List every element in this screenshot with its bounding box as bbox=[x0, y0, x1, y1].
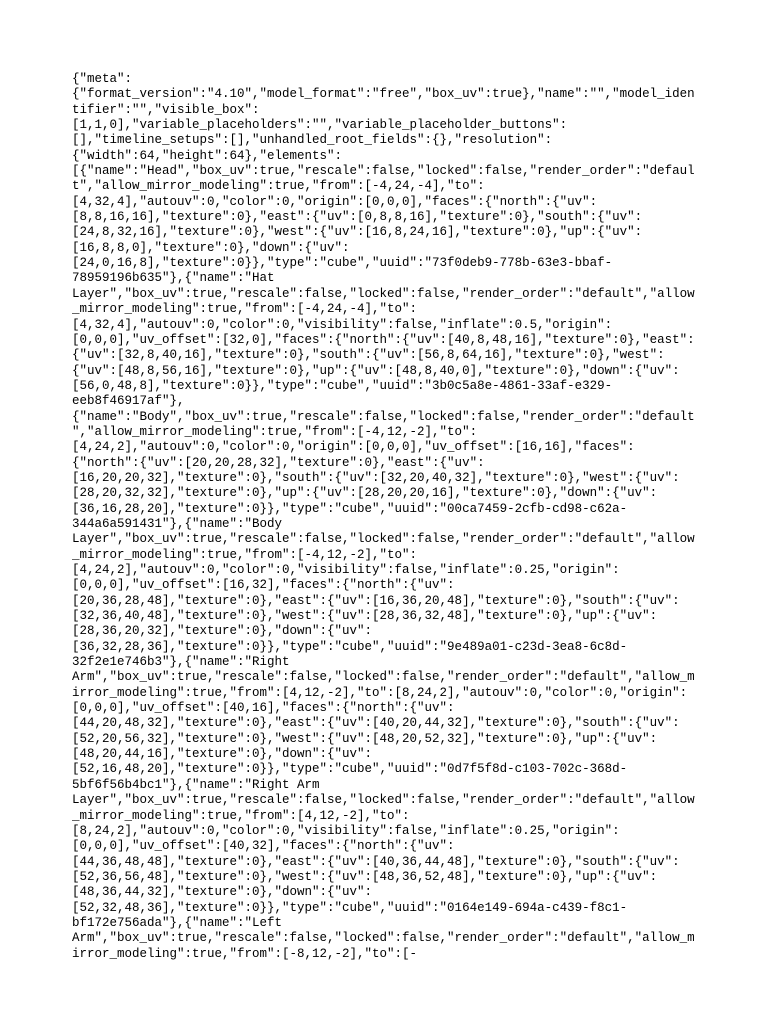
text-line: _mirror_modeling":true,"from":[4,12,-2],"to": bbox=[72, 808, 410, 823]
text-line: [52,32,48,36],"texture":0}},"type":"cube","uuid":"0164e149-694a-c439-f8c1- bbox=[72, 900, 628, 915]
text-line: irror_modeling":true,"from":[4,12,-2],"to":[8,24,2],"autouv":0,"color":0,"origin": bbox=[72, 685, 688, 700]
text-line: [0,0,0],"uv_offset":[40,32],"faces":{"north":{"uv": bbox=[72, 839, 455, 854]
text-line: {"north":{"uv":[20,20,28,32],"texture":0},"east":{"uv": bbox=[72, 455, 485, 470]
text-line: [8,8,16,16],"texture":0},"east":{"uv":[0,8,8,16],"texture":0},"south":{"uv": bbox=[72, 210, 643, 225]
text-line: [44,36,48,48],"texture":0},"east":{"uv":[40,36,44,48],"texture":0},"south":{"uv": bbox=[72, 854, 680, 869]
text-line: [36,16,28,20],"texture":0}},"type":"cube","uuid":"00ca7459-2cfb-cd98-c62a- bbox=[72, 501, 628, 516]
text-line: tifier":"","visible_box": bbox=[72, 102, 260, 117]
text-line: {"width":64,"height":64},"elements": bbox=[72, 148, 343, 163]
text-line: [8,24,2],"autouv":0,"color":0,"visibility":false,"inflate":0.25,"origin": bbox=[72, 823, 620, 838]
text-line: [4,24,2],"autouv":0,"color":0,"origin":[0,0,0],"uv_offset":[16,16],"faces": bbox=[72, 440, 635, 455]
text-line: [28,36,20,32],"texture":0},"down":{"uv": bbox=[72, 624, 373, 639]
text-line: [52,20,56,32],"texture":0},"west":{"uv":[48,20,52,32],"texture":0},"up":{"uv": bbox=[72, 731, 658, 746]
text-line: [24,8,32,16],"texture":0},"west":{"uv":[16,8,24,16],"texture":0},"up":{"uv": bbox=[72, 225, 643, 240]
text-line: {"uv":[32,8,40,16],"texture":0},"south":{"uv":[56,8,64,16],"texture":0},"west": bbox=[72, 348, 665, 363]
text-line: [36,32,28,36],"texture":0}},"type":"cube","uuid":"9e489a01-c23d-3ea8-6c8d- bbox=[72, 639, 628, 654]
text-line: [20,36,28,48],"texture":0},"east":{"uv":[16,36,20,48],"texture":0},"south":{"uv": bbox=[72, 593, 680, 608]
text-line: {"name":"Body","box_uv":true,"rescale":false,"locked":false,"render_order":"default bbox=[72, 409, 695, 424]
text-line: [0,0,0],"uv_offset":[40,16],"faces":{"north":{"uv": bbox=[72, 701, 455, 716]
text-line: Layer","box_uv":true,"rescale":false,"locked":false,"render_order":"default","allow bbox=[72, 532, 695, 547]
text-line: {"uv":[48,8,56,16],"texture":0},"up":{"uv":[48,8,40,0],"texture":0},"down":{"uv": bbox=[72, 363, 680, 378]
text-line: [48,20,44,16],"texture":0},"down":{"uv": bbox=[72, 747, 373, 762]
text-line: 32f2e1e746b3"},{"name":"Right bbox=[72, 655, 290, 670]
text-line: [0,0,0],"uv_offset":[32,0],"faces":{"north":{"uv":[40,8,48,16],"texture":0},"east": bbox=[72, 332, 695, 347]
text-line: 5bf6f56b4bc1"},{"name":"Right Arm bbox=[72, 777, 320, 792]
text-line: {"format_version":"4.10","model_format":"free","box_uv":true},"name":"","model_iden bbox=[72, 87, 695, 102]
text-line: [{"name":"Head","box_uv":true,"rescale":false,"locked":false,"render_order":"defaul bbox=[72, 164, 695, 179]
text-line: eeb8f46917af"}, bbox=[72, 394, 185, 409]
text-line: [52,16,48,20],"texture":0}},"type":"cube","uuid":"0d7f5f8d-c103-702c-368d- bbox=[72, 762, 628, 777]
text-line: Arm","box_uv":true,"rescale":false,"locked":false,"render_order":"default","allow_m bbox=[72, 931, 695, 946]
text-line: {"meta": bbox=[72, 72, 133, 86]
text-line: [52,36,56,48],"texture":0},"west":{"uv":[48,36,52,48],"texture":0},"up":{"uv": bbox=[72, 869, 658, 884]
text-line: _mirror_modeling":true,"from":[-4,12,-2],"to": bbox=[72, 547, 418, 562]
text-line: [32,36,40,48],"texture":0},"west":{"uv":[28,36,32,48],"texture":0},"up":{"uv": bbox=[72, 609, 658, 624]
text-line: [],"timeline_setups":[],"unhandled_root_fields":{},"resolution": bbox=[72, 133, 553, 148]
raw-json-document bbox=[72, 72, 712, 962]
text-line: [4,32,4],"autouv":0,"color":0,"visibility":false,"inflate":0.5,"origin": bbox=[72, 317, 613, 332]
text-line: [48,36,44,32],"texture":0},"down":{"uv": bbox=[72, 885, 373, 900]
text-line: Layer","box_uv":true,"rescale":false,"locked":false,"render_order":"default","allow bbox=[72, 793, 695, 808]
text-line: [24,0,16,8],"texture":0}},"type":"cube","uuid":"73f0deb9-778b-63e3-bbaf- bbox=[72, 256, 613, 271]
text-line: [44,20,48,32],"texture":0},"east":{"uv":[40,20,44,32],"texture":0},"south":{"uv": bbox=[72, 716, 680, 731]
text-line: Arm","box_uv":true,"rescale":false,"locked":false,"render_order":"default","allow_m bbox=[72, 670, 695, 685]
text-line: Layer","box_uv":true,"rescale":false,"locked":false,"render_order":"default","allow bbox=[72, 286, 695, 301]
text-line: bf172e756ada"},{"name":"Left bbox=[72, 915, 283, 930]
text-line: t","allow_mirror_modeling":true,"from":[-4,24,-4],"to": bbox=[72, 179, 485, 194]
text-line: [56,0,48,8],"texture":0}},"type":"cube","uuid":"3b0c5a8e-4861-33af-e329- bbox=[72, 378, 613, 393]
text-line: _mirror_modeling":true,"from":[-4,24,-4],"to": bbox=[72, 302, 418, 317]
text-line: [16,20,20,32],"texture":0},"south":{"uv":[32,20,40,32],"texture":0},"west":{"uv": bbox=[72, 470, 680, 485]
text-line: [16,8,8,0],"texture":0},"down":{"uv": bbox=[72, 240, 350, 255]
text-line: [1,1,0],"variable_placeholders":"","variable_placeholder_buttons": bbox=[72, 118, 568, 133]
text-line: irror_modeling":true,"from":[-8,12,-2],"to":[- bbox=[72, 946, 418, 961]
text-line: ","allow_mirror_modeling":true,"from":[-4,12,-2],"to": bbox=[72, 424, 478, 439]
text-line: [4,24,2],"autouv":0,"color":0,"visibility":false,"inflate":0.25,"origin": bbox=[72, 563, 620, 577]
text-line: 78959196b635"},{"name":"Hat bbox=[72, 271, 275, 286]
text-line: [0,0,0],"uv_offset":[16,32],"faces":{"north":{"uv": bbox=[72, 578, 455, 593]
text-line: 344a6a591431"},{"name":"Body bbox=[72, 516, 283, 531]
text-line: [4,32,4],"autouv":0,"color":0,"origin":[0,0,0],"faces":{"north":{"uv": bbox=[72, 194, 598, 209]
text-line: [28,20,32,32],"texture":0},"up":{"uv":[28,20,20,16],"texture":0},"down":{"uv": bbox=[72, 486, 658, 501]
